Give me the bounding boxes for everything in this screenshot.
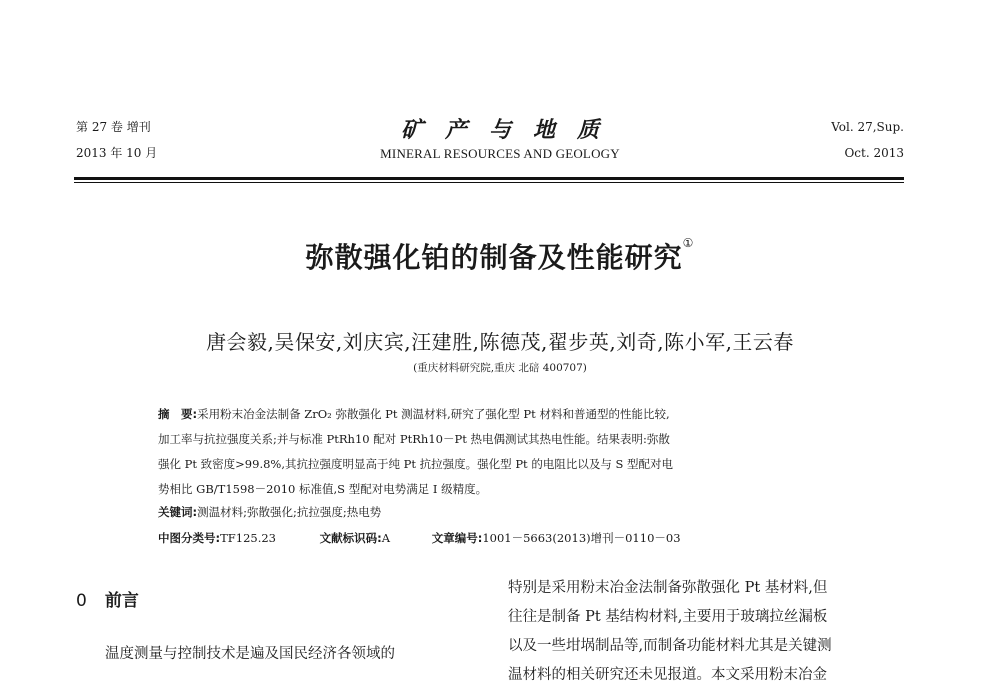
title-footnote-mark: ① <box>682 236 695 250</box>
article-number-value: 1001－5663(2013)增刊－0110－03 <box>482 531 681 545</box>
section-number: 0 <box>76 591 87 611</box>
left-column-text <box>76 640 468 669</box>
affiliation: (重庆材料研究院,重庆 北碚 400707) <box>413 362 587 374</box>
body-line: 特别是采用粉末冶金法制备弥散强化 Pt 基材料,但 <box>508 580 828 596</box>
body-line: 以及一些坩埚制品等,而制备功能材料尤其是关键测 <box>508 638 832 654</box>
author-list: 唐会毅,吴保安,刘庆宾,汪建胜,陈德茂,翟步英,刘奇,陈小军,王云春 <box>206 330 794 354</box>
abstract-line: 强化 Pt 致密度>99.8%,其抗拉强度明显高于纯 Pt 抗拉强度。强化型 Pt 的电阻比以及与 S 型配对电 <box>158 457 674 471</box>
right-column-text <box>508 574 904 690</box>
journal-title-en: MINERAL RESOURCES AND GEOLOGY <box>380 146 620 161</box>
volume-issue-en: Vol. 27,Sup. <box>831 120 904 134</box>
abstract-label: 摘 要: <box>158 407 198 421</box>
body-line: 温度测量与控制技术是遍及国民经济各领域的 <box>105 646 395 662</box>
article-number-label: 文章编号: <box>431 531 483 545</box>
keywords-value: 测温材料;弥散强化;抗拉强度;热电势 <box>197 505 382 519</box>
doc-code-label: 文献标识码: <box>319 531 382 545</box>
header-rule-thick <box>74 177 904 180</box>
clc-value: TF125.23 <box>220 531 276 545</box>
section-title: 前言 <box>104 591 139 611</box>
body-line: 温材料的相关研究还未见报道。本文采用粉末冶金 <box>508 667 827 683</box>
clc-label: 中图分类号: <box>158 531 221 545</box>
journal-title-cn: 矿产与地质 <box>400 117 621 143</box>
classification-line <box>158 530 681 546</box>
volume-issue-cn: 第 27 卷 增刊 <box>76 120 151 134</box>
publication-date-cn: 2013 年 10 月 <box>76 146 158 160</box>
abstract-line: 摘 要:采用粉末冶金法制备 ZrO₂ 弥散强化 Pt 测温材料,研究了强化型 Pt 材料和普通型的性能比较, <box>158 407 670 421</box>
section-heading <box>76 586 139 611</box>
body-line: 往往是制备 Pt 基结构材料,主要用于玻璃拉丝漏板 <box>508 609 828 625</box>
paper-title-text: 弥散强化铂的制备及性能研究 <box>305 241 683 274</box>
header-rule-thin <box>74 182 904 183</box>
paper-title <box>0 236 1000 276</box>
publication-date-en: Oct. 2013 <box>844 146 904 160</box>
keywords <box>158 504 381 520</box>
abstract <box>158 402 818 502</box>
abstract-line: 势相比 GB/T1598－2010 标准值,S 型配对电势满足 Ⅰ 级精度。 <box>158 482 488 496</box>
doc-code-value: A <box>381 531 391 545</box>
keywords-label: 关键词: <box>158 505 198 519</box>
abstract-line: 加工率与抗拉强度关系;并与标准 PtRh10 配对 PtRh10－Pt 热电偶测试其热电性能。结果表明:弥散 <box>158 432 670 446</box>
